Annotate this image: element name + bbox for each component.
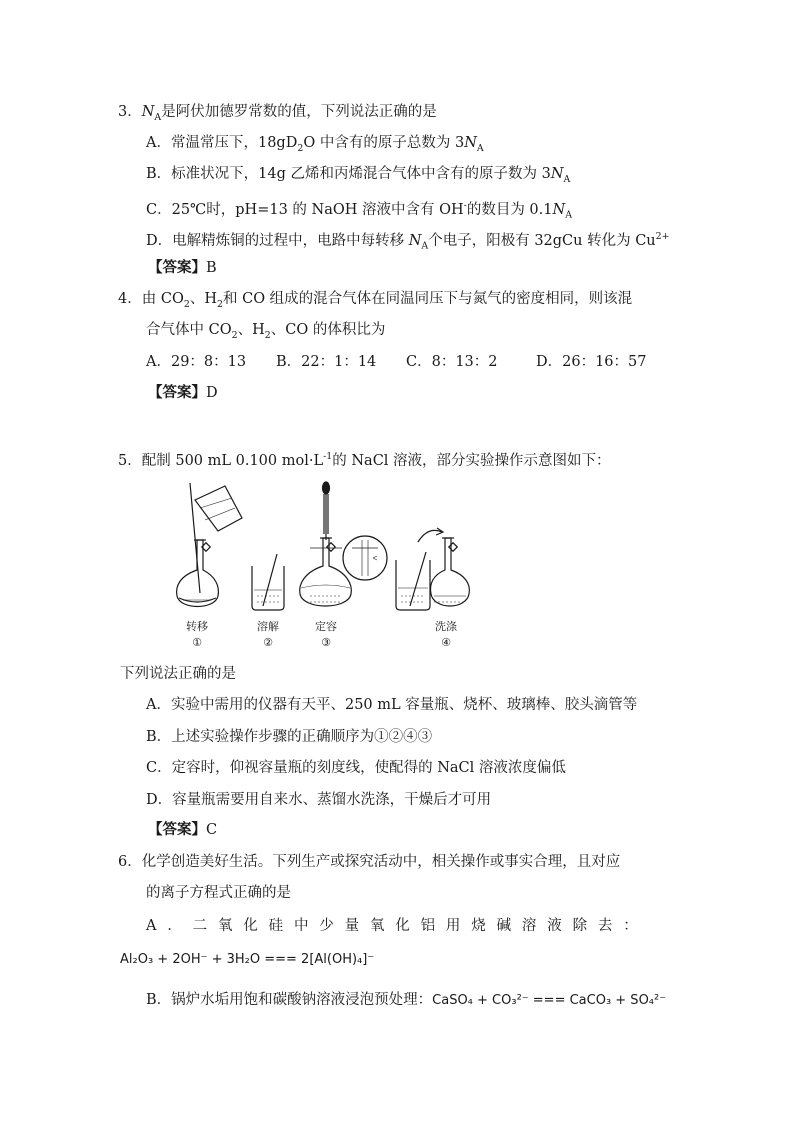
q6-stem-cont: 的离子方程式正确的是	[146, 885, 291, 901]
q5-option-a: A．实验中需用的仪器有天平、250 mL 容量瓶、烧杯、玻璃棒、胶头滴管等	[146, 697, 638, 713]
q5-option-b: B．上述实验操作步骤的正确顺序为①②④③	[146, 729, 433, 745]
q6-option-a-equation: Al₂O₃ + 2OH⁻ + 3H₂O === 2[Al(OH)₄]⁻	[120, 952, 375, 967]
fig-num-4: ④	[441, 636, 451, 649]
q6-option-a-text: A ． 二 氧 化 硅 中 少 量 氧 化 铝 用 烧 碱 溶 液 除 去 ：	[146, 918, 638, 934]
lab-operations-figure	[170, 478, 480, 650]
fig-label-fix-volume: 定容	[315, 620, 337, 633]
fig-num-2: ②	[263, 636, 273, 649]
fig-num-3: ③	[321, 636, 331, 649]
flask-dropper-icon	[300, 482, 387, 606]
q5-question: 下列说法正确的是	[120, 666, 236, 682]
fig-label-transfer: 转移	[186, 620, 208, 633]
beaker-dissolve-icon	[252, 554, 284, 610]
q5-answer: 【答案】C	[148, 821, 218, 838]
fig-label-wash: 洗涤	[435, 620, 457, 633]
q3-option-a: A．常温常压下，$18gD_2O$ 中含有的原子总数为 $3N_A$	[146, 135, 484, 154]
flask-transfer-icon	[177, 483, 242, 607]
q6-option-b: B．锅炉水垢用饱和碳酸钠溶液浸泡预处理：CaSO₄ + CO₃²⁻ === CaCO₃ + SO₄²⁻	[146, 992, 667, 1008]
q6-stem: 6．化学创造美好生活。下列生产或探究活动中，相关操作或事实合理，且对应	[118, 854, 621, 870]
q4-stem-cont: 合气体中 $CO_2$、$H_2$、CO 的体积比为	[146, 322, 386, 341]
q3-answer: 【答案】B	[148, 259, 217, 276]
q5-option-c: C．定容时，仰视容量瓶的刻度线，使配得的 NaCl 溶液浓度偏低	[146, 760, 566, 776]
fig-num-1: ①	[192, 636, 202, 649]
wash-beaker-flask-icon	[396, 528, 469, 610]
q5-option-d: D．容量瓶需要用自来水、蒸馏水洗涤，干燥后才可用	[146, 792, 492, 808]
q3-option-c: C．25℃时，pH=13 的 NaOH 溶液中含有 OH-的数目为 $0.1N_A$	[146, 200, 572, 221]
q4-answer: 【答案】D	[148, 384, 218, 401]
q5-stem: 5．配制 500 mL 0.100 $mol\cdot L^{-1}$的 NaCl 溶液，部分实验操作示意图如下：	[118, 451, 611, 469]
q4-stem: 4．由 $CO_2$、$H_2$和 CO 组成的混合气体在同温同压下与氮气的密度相同，则该混	[118, 291, 633, 310]
q4-options: A．29：8：13 B．22：1：14 C．8：13：2 D．26：16：57	[146, 354, 647, 370]
q3-option-b: B．标准状况下，14g 乙烯和丙烯混合气体中含有的原子数为 $3N_A$	[146, 166, 571, 185]
q3-stem: 3．$N_A$是阿伏加德罗常数的值，下列说法正确的是	[118, 104, 437, 123]
fig-label-dissolve: 溶解	[257, 620, 279, 633]
q3-option-d: D．电解精炼铜的过程中，电路中每转移 $N_A$个电子，阳极有 32gCu 转化为 $Cu^{2+}$	[146, 231, 670, 252]
